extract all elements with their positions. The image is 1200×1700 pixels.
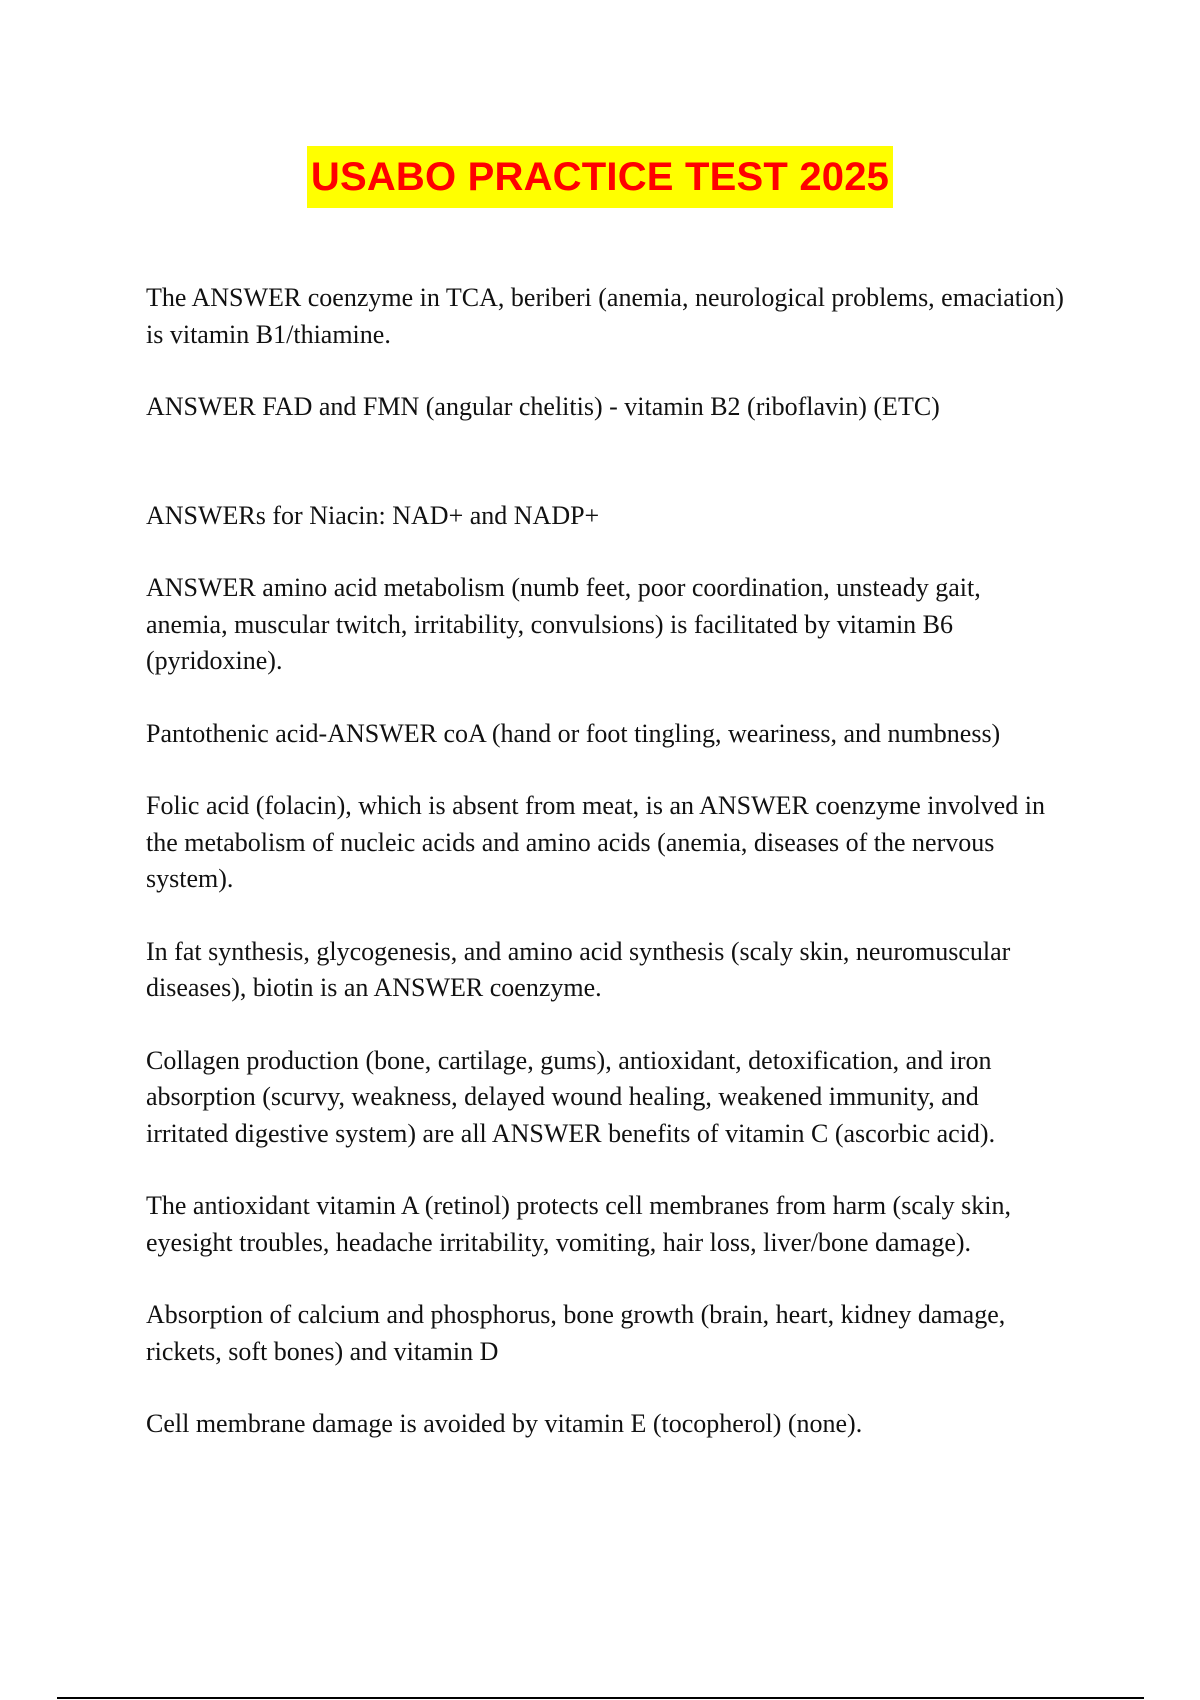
page-title: USABO PRACTICE TEST 2025 [307, 146, 893, 208]
footer-divider [57, 1697, 1144, 1699]
paragraph-folic-acid: Folic acid (folacin), which is absent from meat, is an ANSWER coenzyme involved in the metabolism of nucleic acids and amino acids (anemia, diseases of the nervous system). [146, 791, 1045, 893]
paragraph-niacin: ANSWERs for Niacin: NAD+ and NADP+ [146, 500, 600, 530]
title-container [0, 146, 1200, 208]
paragraph-vitamin-c: Collagen production (bone, cartilage, gums), antioxidant, detoxification, and iron absorption (scurvy, weakness, delayed wound healing, weakened immunity, and irritated digestive system) are all ANSWER benefits of vitamin C (ascorbic acid). [146, 1045, 996, 1148]
paragraph-pantothenic-acid: Pantothenic acid-ANSWER coA (hand or foot tingling, weariness, and numbness) [146, 718, 1001, 748]
paragraph-biotin: In fat synthesis, glycogenesis, and amino acid synthesis (scaly skin, neuromuscular diseases), biotin is an ANSWER coenzyme. [146, 936, 1011, 1002]
paragraph-vitamin-e: Cell membrane damage is avoided by vitamin E (tocopherol) (none). [146, 1409, 863, 1438]
paragraph-riboflavin: ANSWER FAD and FMN (angular chelitis) - vitamin B2 (riboflavin) (ETC) [146, 392, 940, 421]
paragraph-pyridoxine: ANSWER amino acid metabolism (numb feet, poor coordination, unsteady gait, anemia, muscular twitch, irritability, convulsions) is facilitated by vitamin B6 (pyridoxine). [146, 573, 981, 675]
paragraph-thiamine: The ANSWER coenzyme in TCA, beriberi (anemia, neurological problems, emaciation) is vitamin B1/thiamine. [146, 283, 1064, 349]
document-body [146, 280, 1066, 1443]
paragraph-vitamin-a: The antioxidant vitamin A (retinol) protects cell membranes from harm (scaly skin, eyesight troubles, headache irritability, vomiting, hair loss, liver/bone damage). [146, 1191, 1011, 1257]
paragraph-vitamin-d: Absorption of calcium and phosphorus, bone growth (brain, heart, kidney damage, rickets, soft bones) and vitamin D [146, 1300, 1006, 1366]
